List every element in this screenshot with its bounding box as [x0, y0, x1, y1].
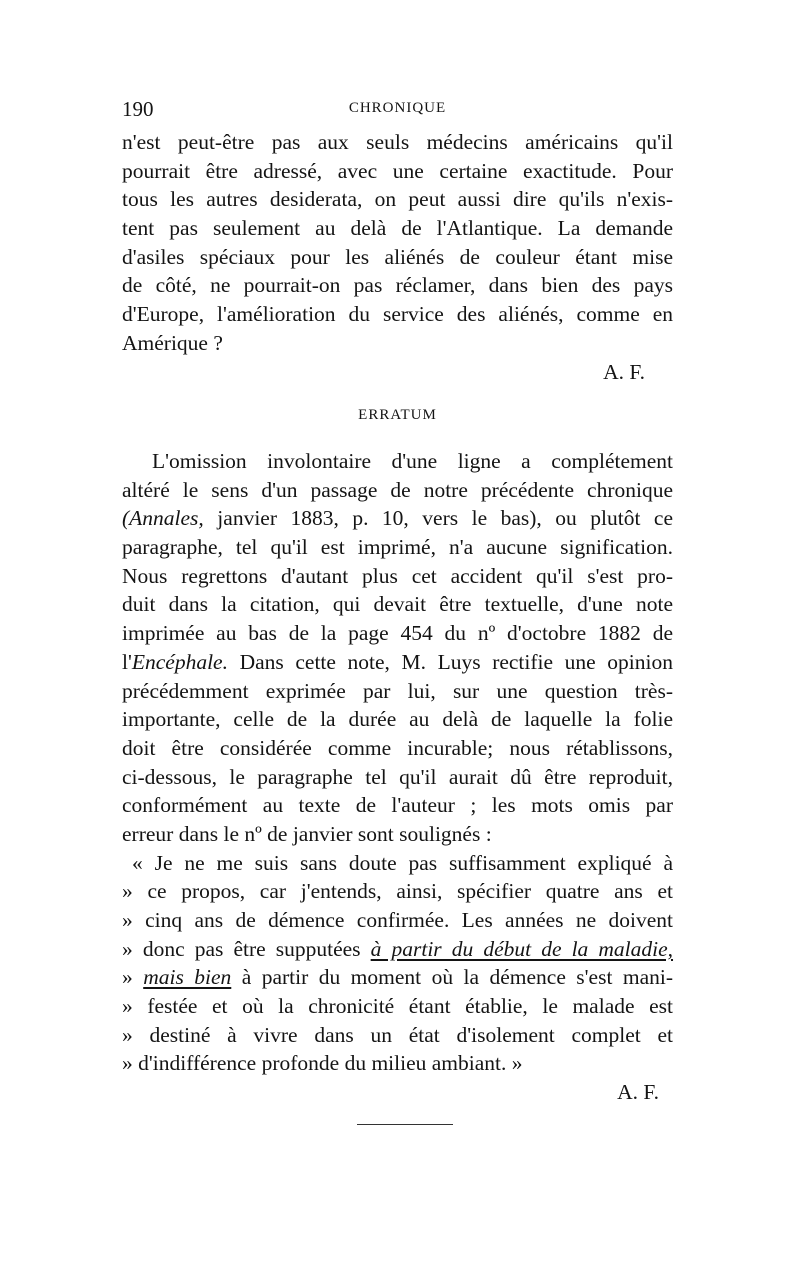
erratum-title: ERRATUM — [358, 407, 437, 423]
text-segment: l' — [122, 649, 132, 674]
text-line: ci-dessous, le paragraphe tel qu'il aurait dû être reproduit, — [122, 764, 673, 789]
text-line: précédemment exprimée par lui, sur une question très- — [122, 678, 673, 703]
text-line: d'asiles spéciaux pour les aliénés de couleur étant mise — [122, 244, 673, 269]
text-line: paragraphe, tel qu'il est imprimé, n'a aucune signification. — [122, 535, 673, 560]
running-head: CHRONIQUE — [348, 100, 447, 116]
text-line: pourrait être adressé, avec une certaine exactitude. Pour — [122, 158, 673, 183]
text-line: de côté, ne pourrait-on pas réclamer, dans bien des pays — [122, 273, 673, 298]
quote-line: » festée et où la chronicité étant établie, le malade est — [122, 994, 673, 1019]
quote-line: » cinq ans de démence confirmée. Les années ne doivent — [122, 908, 673, 932]
text-line: n'est peut-être pas aux seuls médecins américains qu'il — [122, 130, 673, 154]
page-header — [122, 97, 673, 123]
page-number: 190 — [122, 97, 154, 121]
text-line: L'omission involontaire d'une ligne a complétement — [152, 449, 673, 473]
text-line: imprimée au bas de la page 454 du nº d'octobre 1882 de — [122, 621, 673, 646]
erratum-paragraph — [122, 447, 673, 1107]
underlined-italic: à partir du début de la maladie, — [370, 936, 674, 961]
text-line: doit être considérée comme incurable; nous rétablissons, — [122, 735, 673, 760]
text-line: d'Europe, l'amélioration du service des aliénés, comme en — [122, 302, 673, 327]
paragraph-continuation — [122, 128, 673, 386]
text-line: tent pas seulement au delà de l'Atlantique. La demande — [122, 216, 673, 241]
quote-line: « Je ne me suis sans doute pas suffisamment expliqué à — [132, 850, 673, 875]
text-line: tous les autres desiderata, on peut aussi dire qu'ils n'exis- — [122, 187, 673, 212]
closing-rule — [357, 1124, 453, 1125]
text-segment: » — [122, 965, 133, 990]
text-line: duit dans la citation, qui devait être textuelle, d'une note — [122, 592, 673, 617]
signature: A. F. — [617, 1080, 659, 1105]
text-line — [122, 504, 673, 533]
text-segment: à partir du moment où la démence s'est mani- — [241, 965, 674, 990]
quote-line: » d'indifférence profonde du milieu ambiant. » — [122, 1051, 523, 1076]
text-line: altéré le sens d'un passage de notre précédente chronique — [122, 477, 673, 502]
text-segment: janvier 1883, p. 10, vers le bas), ou plutôt ce — [217, 506, 673, 531]
quote-line: » destiné à vivre dans un état d'isolement complet et — [122, 1022, 673, 1047]
text-line: Amérique ? — [122, 330, 223, 355]
annales-italic: (Annales, — [122, 506, 204, 531]
text-line: conformément au texte de l'auteur ; les mots omis par — [122, 793, 673, 818]
quote-line — [122, 963, 673, 992]
signature: A. F. — [603, 359, 645, 384]
text-line: Nous regrettons d'autant plus cet accident qu'il s'est pro- — [122, 563, 673, 588]
encephale-italic: Encéphale. — [131, 649, 228, 674]
underlined-italic: mais bien — [143, 965, 232, 990]
text-line: erreur dans le nº de janvier sont soulignés : — [122, 821, 492, 846]
quote-line: » ce propos, car j'entends, ainsi, spécifier quatre ans et — [122, 879, 673, 904]
text-line: importante, celle de la durée au delà de laquelle la folie — [122, 707, 673, 732]
text-segment: » donc pas être supputées — [122, 936, 361, 961]
text-line — [122, 648, 673, 677]
text-segment: Dans cette note, M. Luys rectifie une opinion — [239, 649, 673, 674]
quote-line — [122, 935, 673, 964]
